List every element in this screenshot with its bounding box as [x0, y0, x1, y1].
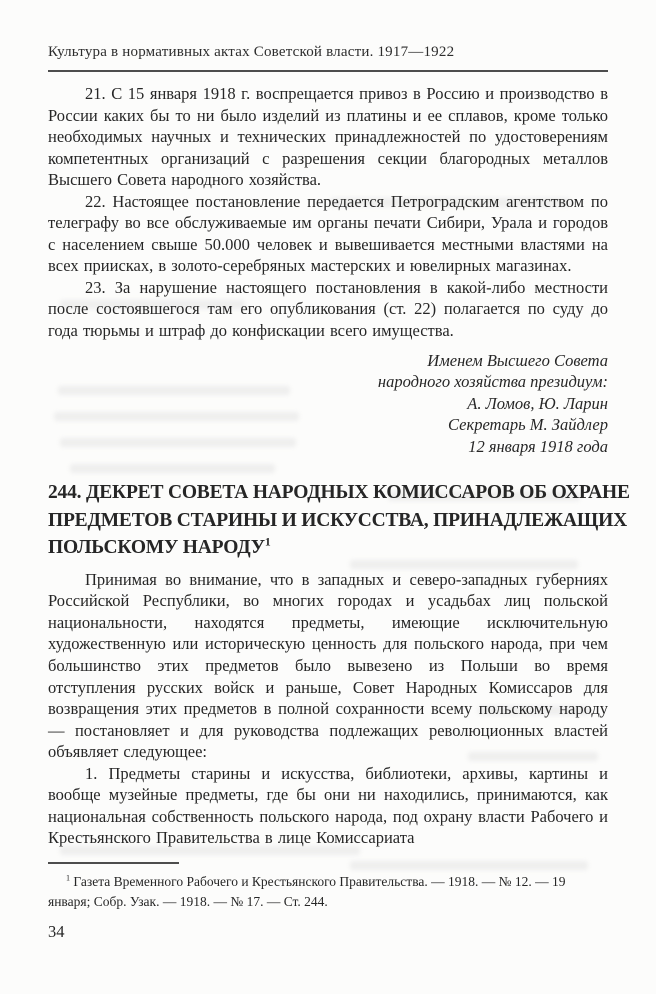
signature-line: 12 января 1918 года — [468, 436, 608, 456]
heading-footnote-marker: 1 — [264, 535, 271, 549]
footnote-text: Газета Временного Рабочего и Крестьянского Правительства. — 1918. — № 12. — 19 января; Собр. Узак. — 1918. — № 17. — Ст. 244. — [48, 874, 566, 909]
page-number: 34 — [48, 922, 65, 941]
heading-line: 244. ДЕКРЕТ СОВЕТА НАРОДНЫХ КОМИССАРОВ ОБ ОХРАНЕ — [48, 482, 630, 504]
decree-244-body — [48, 569, 608, 849]
page-footer — [48, 862, 608, 942]
running-header: Культура в нормативных актах Советской власти. 1917—1922 — [48, 44, 455, 60]
heading-line: ПРЕДМЕТОВ СТАРИНЫ И ИСКУССТВА, ПРИНАДЛЕЖАЩИХ — [48, 509, 627, 531]
document-body — [48, 83, 630, 849]
footnote-marker: 1 — [66, 873, 71, 883]
decree-244-preamble: Принимая во внимание, что в западных и северо-западных губерниях Российской Республики, во многих городах и усадьбах лиц польской национальности, находятся предметы, имеющие исключительную художественную или историческую ценность для польского народа, при чем большинство этих предметов было вывезено из Польши во время отступления русских войск и раньше, Совет Народных Комиссаров для возвращения этих предметов в полной сохранности всему польскому народу — постановляет и для руководства подлежащих революционных властей объявляет следующее: — [48, 569, 608, 762]
heading-line-text: ПОЛЬСКОМУ НАРОДУ — [48, 537, 265, 559]
signature-line: А. Ломов, Ю. Ларин — [467, 393, 608, 413]
header-rule — [48, 70, 608, 72]
signature-line: Именем Высшего Совета — [427, 350, 608, 370]
footnote — [48, 872, 608, 911]
section-heading-decree-244 — [48, 479, 630, 562]
decree-244-article-1: 1. Предметы старины и искусства, библиотеки, архивы, картины и вообще музейные предметы, где бы они ни находились, принимаются, как национальная собственность польского народа, под охрану власти Рабочего и Крестьянского Правительства в лице Комиссариата — [48, 763, 608, 848]
decree-paragraph-23: 23. За нарушение настоящего постановления в какой-либо местности после состоявшегося там его опубликования (ст. 22) полагается по суду до года тюрьмы и штраф до конфискации всего имущества. — [48, 277, 608, 341]
signature-line: народного хозяйства президиум: — [377, 372, 608, 392]
signature-line: Секретарь М. Зайдлер — [448, 415, 608, 435]
decree-paragraph-22: 22. Настоящее постановление передается Петроградским агентством по телеграфу во все обслуживаемые им органы печати Сибири, Урала и городов с населением свыше 50.000 человек и вывешивается местными властями на всех приисках, в золото-серебряных мастерских и ювелирных магазинах. — [48, 191, 608, 276]
heading-line — [48, 534, 608, 562]
footnote-separator-rule — [48, 862, 179, 864]
signature-block — [48, 350, 608, 458]
decree-paragraph-21: 21. С 15 января 1918 г. воспрещается привоз в Россию и производство в России каких бы то ни было изделий из платины и ее сплавов, кроме только необходимых научных и технических принадлежностей по удостоверениям компетентных организаций с разрешения секции благородных металлов Высшего Совета народного хозяйства. — [48, 84, 608, 190]
page-header — [48, 44, 608, 72]
